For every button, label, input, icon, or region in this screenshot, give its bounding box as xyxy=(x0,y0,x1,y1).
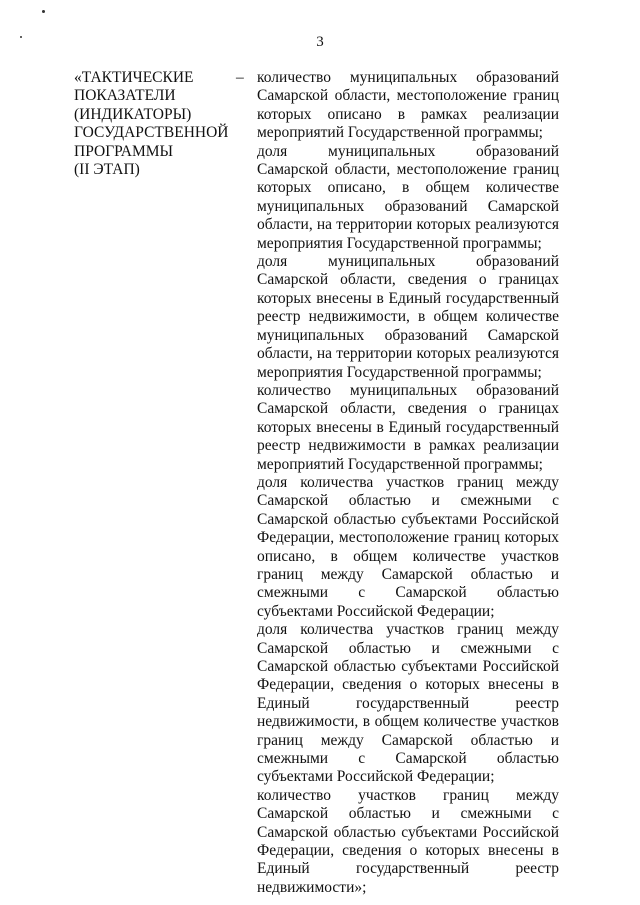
indicators-list xyxy=(257,69,559,897)
list-dash: – xyxy=(236,69,244,86)
page-number: 3 xyxy=(316,34,324,50)
heading-line: ГОСУДАРСТВЕННОЙ xyxy=(74,124,229,142)
indicator-item: доля количества участков границ между Самарской областью и смежными с Самарской областью субъектами Российской Федерации, местоположение границ которых описано, в общем количестве участков границ между Самарской областью и смежными с Самарской областью субъектами Российской Федерации; xyxy=(257,473,559,620)
heading-line: «ТАКТИЧЕСКИЕ xyxy=(74,69,194,86)
section-heading xyxy=(74,69,234,179)
indicator-item: количество участков границ между Самарской областью и смежными с Самарской областью субъектами Российской Федерации, сведения о которых внесены в Единый государственный реестр недвижимости»; xyxy=(257,786,559,896)
scan-speck xyxy=(42,10,45,13)
indicator-item: доля муниципальных образований Самарской области, местоположение границ которых описано, в общем количестве муниципальных образований Самарской области, на территории которых реализуются мероприятия Государственной программы; xyxy=(257,142,559,252)
indicator-item: количество муниципальных образований Самарской области, сведения о границах которых внесены в Единый государственный реестр недвижимости в рамках реализации мероприятий Государственной программы; xyxy=(257,381,559,473)
heading-line: ПОКАЗАТЕЛИ xyxy=(74,87,176,105)
heading-line: (ИНДИКАТОРЫ) xyxy=(74,105,192,123)
heading-line: (II ЭТАП) xyxy=(74,161,140,179)
indicator-item: доля количества участков границ между Самарской областью и смежными с Самарской областью субъектами Российской Федерации, сведения о которых внесены в Единый государственный реестр недвижимости, в общем количестве участков границ между Самарской областью и смежными с Самарской областью субъектами Российской Федерации; xyxy=(257,621,559,786)
heading-line: ПРОГРАММЫ xyxy=(74,142,174,160)
indicator-item: количество муниципальных образований Самарской области, местоположение границ которых описано в рамках реализации мероприятий Государственной программы; xyxy=(257,69,559,142)
indicator-item: доля муниципальных образований Самарской области, сведения о границах которых внесены в Единый государственный реестр недвижимости, в общем количестве муниципальных образований Самарской области, на территории которых реализуются мероприятия Государственной программы; xyxy=(257,253,559,381)
